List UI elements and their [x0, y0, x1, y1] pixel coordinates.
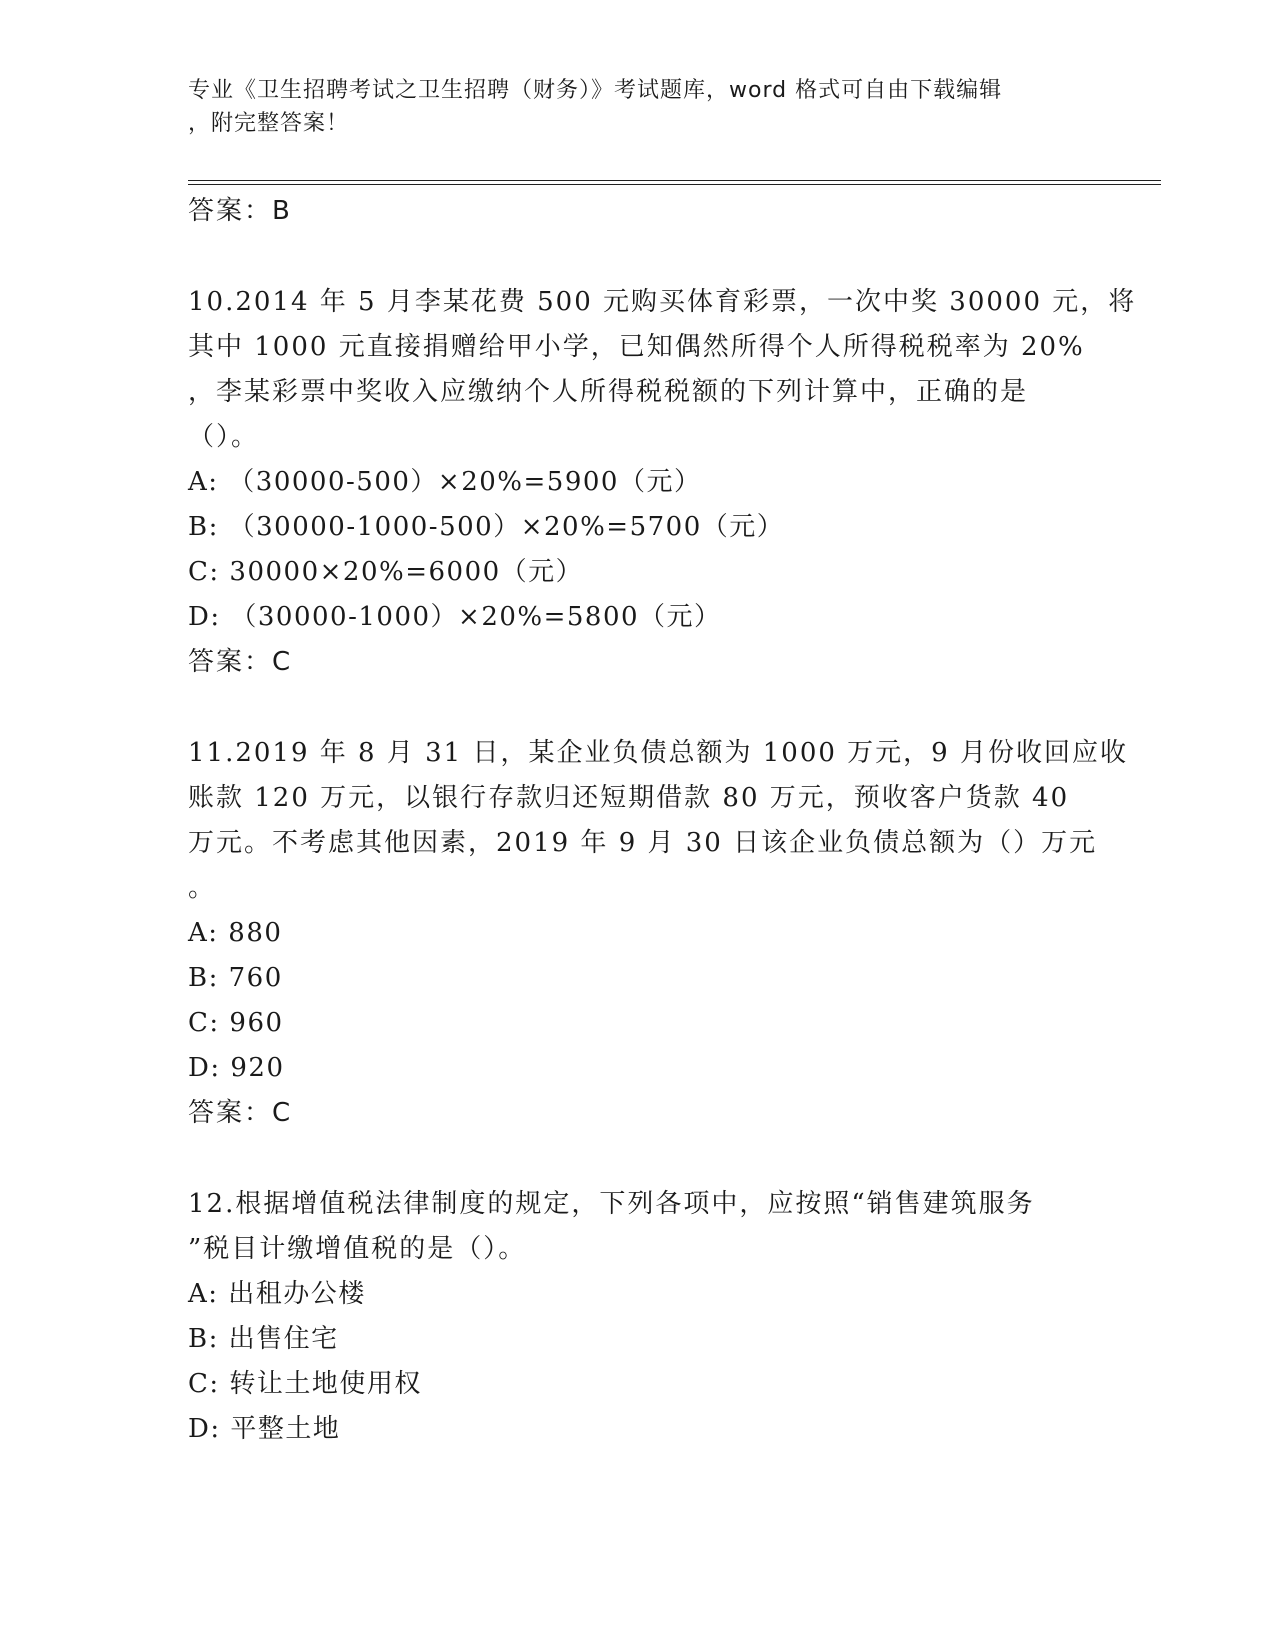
- header-line-1: 专业《卫生招聘考试之卫生招聘（财务）》考试题库，word 格式可自由下载编辑: [188, 78, 1003, 103]
- question-10-line-4: （）。: [188, 422, 260, 452]
- question-11-line-3: 万元。不考虑其他因素，2019 年 9 月 30 日该企业负债总额为（）万元: [188, 828, 1098, 858]
- question-11-option-d: D: 920: [188, 1053, 285, 1083]
- question-10-option-a: A: （30000-500）×20%=5900（元）: [188, 467, 702, 497]
- question-10-option-b: B: （30000-1000-500）×20%=5700（元）: [188, 512, 785, 542]
- question-10-answer: 答案：C: [188, 647, 293, 677]
- question-10-option-d: D: （30000-1000）×20%=5800（元）: [188, 602, 722, 632]
- question-10-line-1: 10.2014 年 5 月李某花费 500 元购买体育彩票，一次中奖 30000 元，将: [188, 287, 1137, 317]
- header-line-2: ，附完整答案！: [188, 111, 350, 136]
- question-12-line-1: 12.根据增值税法律制度的规定，下列各项中，应按照“销售建筑服务: [188, 1189, 1035, 1219]
- answer-prev: 答案：B: [188, 196, 292, 226]
- header-rule-top: [188, 180, 1161, 181]
- question-10-option-c: C: 30000×20%=6000（元）: [188, 557, 584, 587]
- question-12-option-b: B: 出售住宅: [188, 1324, 339, 1354]
- question-11-option-b: B: 760: [188, 963, 283, 993]
- question-12-option-c: C: 转让土地使用权: [188, 1369, 422, 1399]
- question-11-option-a: A: 880: [188, 918, 283, 948]
- question-11-answer: 答案：C: [188, 1098, 293, 1128]
- question-12-line-2: ”税目计缴增值税的是（）。: [188, 1234, 527, 1264]
- question-12-option-d: D: 平整土地: [188, 1414, 341, 1444]
- question-10-line-2: 其中 1000 元直接捐赠给甲小学，已知偶然所得个人所得税税率为 20%: [188, 332, 1085, 362]
- question-10-line-3: ，李某彩票中奖收入应缴纳个人所得税税额的下列计算中，正确的是: [188, 377, 1029, 407]
- question-11-line-1: 11.2019 年 8 月 31 日，某企业负债总额为 1000 万元，9 月份收回应收: [188, 738, 1128, 768]
- question-12-option-a: A: 出租办公楼: [188, 1279, 366, 1309]
- question-11-option-c: C: 960: [188, 1008, 284, 1038]
- header-rule-bottom: [188, 184, 1161, 185]
- question-11-line-2: 账款 120 万元，以银行存款归还短期借款 80 万元，预收客户货款 40: [188, 783, 1070, 813]
- document-header: [188, 74, 1088, 140]
- question-11-line-4: 。: [188, 873, 217, 903]
